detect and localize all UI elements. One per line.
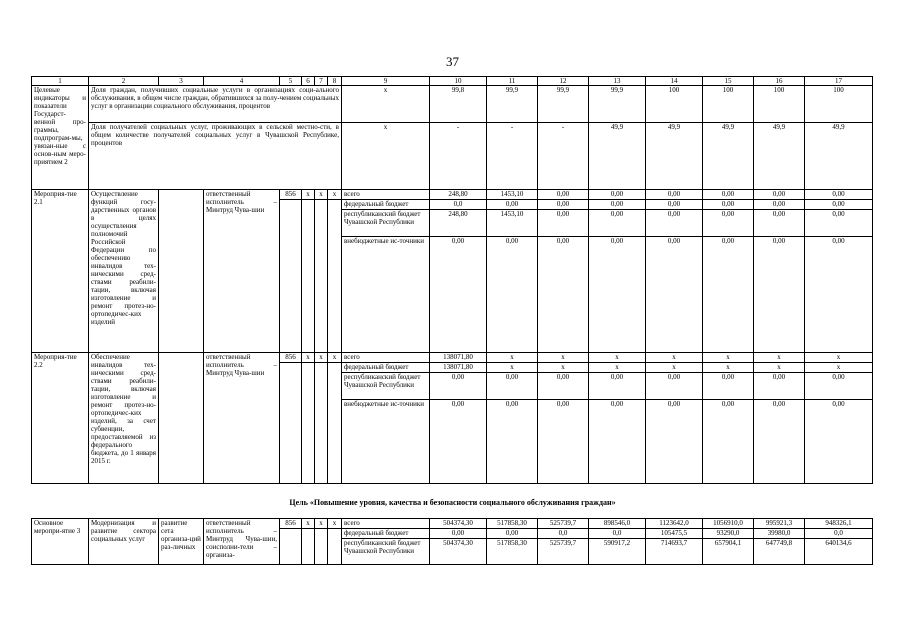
funding-value: x	[754, 363, 805, 373]
funding-value: 647749,8	[754, 539, 805, 565]
col-num: 12	[538, 77, 589, 86]
funding-value: 0,00	[589, 200, 646, 210]
measure-label: Мероприя-тие 2.1	[32, 190, 89, 353]
budget-code: 856	[280, 353, 302, 363]
funding-value: 0,0	[805, 529, 873, 539]
funding-value: 0,00	[703, 210, 754, 237]
funding-value: 504374,30	[430, 539, 487, 565]
budget-code: 856	[280, 190, 302, 200]
funding-source: республиканский бюджет Чувашской Республики	[342, 373, 430, 400]
funding-value: 93290,0	[703, 529, 754, 539]
indicator-value: 99,9	[538, 86, 589, 123]
funding-value: x	[589, 353, 646, 363]
col-num: 7	[315, 77, 328, 86]
funding-value: 948326,1	[805, 519, 873, 529]
indicators-label: Целевые индикаторы и показатели Государст-венной про-граммы, подпрограм-мы, увязан-ные с основ-ным меро-приятием 2	[32, 86, 89, 190]
col-num: 3	[159, 77, 204, 86]
code-x: x	[302, 353, 315, 363]
code-x: x	[328, 519, 342, 529]
indicator-value: 49,9	[805, 123, 873, 190]
code-x: x	[302, 190, 315, 200]
funding-value: 0,00	[538, 373, 589, 400]
funding-value: 0,00	[646, 237, 703, 353]
measure-row	[32, 519, 873, 529]
measure-label: Основное меропри-ятие 3	[32, 519, 89, 565]
indicator-value: -	[538, 123, 589, 190]
indicator-value: -	[487, 123, 538, 190]
funding-source: республиканский бюджет Чувашской Республики	[342, 539, 430, 565]
measure-col3: развитие сета организа-ций раз-личных	[159, 519, 204, 565]
funding-value: 714693,7	[646, 539, 703, 565]
page-number: 37	[446, 54, 459, 69]
funding-value: 138071,80	[430, 353, 487, 363]
indicator-marker: x	[342, 123, 430, 190]
funding-value: 0,00	[754, 210, 805, 237]
funding-value: 0,00	[646, 210, 703, 237]
funding-value: 0,00	[805, 210, 873, 237]
column-number-row	[32, 77, 873, 86]
funding-source: внебюджетные ис-точники	[342, 237, 430, 353]
funding-value: 248,80	[430, 210, 487, 237]
funding-value: 0,00	[805, 400, 873, 484]
code-x: x	[302, 519, 315, 529]
measure-executor: ответственный исполнитель – Минтруд Чува-шии, соисполни-тели – организа-	[204, 519, 280, 565]
funding-value: 0,00	[538, 190, 589, 200]
empty-cell	[315, 363, 328, 484]
funding-value: 0,00	[805, 200, 873, 210]
budget-code: 856	[280, 519, 302, 529]
funding-value: 105475,5	[646, 529, 703, 539]
measure-label: Мероприя-тие 2.2	[32, 353, 89, 484]
funding-source: республиканский бюджет Чувашской Республики	[342, 210, 430, 237]
funding-value: 0,00	[589, 400, 646, 484]
funding-value: 0,00	[487, 200, 538, 210]
col-num: 6	[302, 77, 315, 86]
measure-name: Осуществление функций госу-дарственных органов в целях осуществления полномочий Российской Федерации по обеспечению инвалидов тех-ническими сред-ствами реабили-тации, включая изготовление и ремонт протез-но-ортопедичес-ких изделий	[89, 190, 159, 353]
funding-value: 0,00	[805, 373, 873, 400]
goal-title: Цель «Повышение уровня, качества и безопасности социального обслуживания граждан»	[289, 498, 616, 507]
funding-value: 0,00	[754, 237, 805, 353]
funding-value: 0,00	[487, 400, 538, 484]
empty-cell	[302, 529, 315, 565]
empty-cell	[280, 363, 302, 484]
program-table	[31, 76, 873, 484]
col-num: 14	[646, 77, 703, 86]
code-x: x	[315, 519, 328, 529]
funding-value: 0,00	[703, 190, 754, 200]
funding-value: 248,80	[430, 190, 487, 200]
funding-value: x	[589, 363, 646, 373]
indicator-value: -	[430, 123, 487, 190]
col-num: 4	[204, 77, 280, 86]
funding-value: x	[487, 363, 538, 373]
funding-value: 0,00	[589, 190, 646, 200]
funding-value: 0,00	[487, 529, 538, 539]
funding-value: 0,00	[703, 237, 754, 353]
empty-cell	[328, 529, 342, 565]
funding-value: x	[538, 363, 589, 373]
measure-col3	[159, 190, 204, 353]
indicator-text: Доля получателей социальных услуг, проживающих в сельской местно-сти, в общем количестве получателей социальных услуг в Чувашской Республике, процентов	[89, 123, 342, 190]
funding-value: 0,00	[487, 373, 538, 400]
funding-source: федеральный бюджет	[342, 200, 430, 210]
indicator-value: 100	[646, 86, 703, 123]
empty-cell	[328, 200, 342, 353]
funding-value: 0,00	[703, 373, 754, 400]
indicator-value: 49,9	[703, 123, 754, 190]
funding-value: 1453,10	[487, 190, 538, 200]
indicator-value: 100	[703, 86, 754, 123]
measure-3-table	[31, 518, 873, 565]
col-num: 9	[342, 77, 430, 86]
funding-value: 590917,2	[589, 539, 646, 565]
funding-value: 0,00	[646, 400, 703, 484]
col-num: 16	[754, 77, 805, 86]
indicator-row	[32, 123, 873, 190]
funding-value: 0,00	[754, 400, 805, 484]
indicator-value: 99,8	[430, 86, 487, 123]
funding-source: внебюджетные ис-точники	[342, 400, 430, 484]
indicator-value: 49,9	[589, 123, 646, 190]
indicator-value: 99,9	[487, 86, 538, 123]
funding-value: x	[646, 353, 703, 363]
funding-value: 0,00	[754, 373, 805, 400]
funding-value: 0,0	[589, 529, 646, 539]
indicator-row	[32, 86, 873, 123]
funding-value: 0,00	[538, 200, 589, 210]
funding-value: x	[703, 353, 754, 363]
code-x: x	[315, 190, 328, 200]
funding-value: 0,00	[646, 373, 703, 400]
col-num: 15	[703, 77, 754, 86]
funding-source: федеральный бюджет	[342, 529, 430, 539]
indicator-value: 100	[754, 86, 805, 123]
empty-cell	[280, 529, 302, 565]
col-num: 5	[280, 77, 302, 86]
funding-value: 0,00	[754, 190, 805, 200]
funding-value: 1056910,0	[703, 519, 754, 529]
funding-value: 0,00	[538, 237, 589, 353]
col-num: 2	[89, 77, 159, 86]
measure-name: Обеспечение инвалидов тех-ническими сред-ствами реабили-тации, включая изготовление и ремонт протез-но-ортопедичес-ких изделий, за счет субвенции, предоставляемой из федерального бюджета, до 1 января 2015 г.	[89, 353, 159, 484]
code-x: x	[328, 190, 342, 200]
measure-col3	[159, 353, 204, 484]
indicator-value: 49,9	[646, 123, 703, 190]
funding-value: 0,0	[430, 200, 487, 210]
funding-value: 525739,7	[538, 519, 589, 529]
funding-value: 0,00	[703, 200, 754, 210]
funding-value: x	[487, 353, 538, 363]
funding-value: 517858,30	[487, 519, 538, 529]
funding-value: 1453,10	[487, 210, 538, 237]
empty-cell	[302, 200, 315, 353]
col-num: 13	[589, 77, 646, 86]
funding-value: 0,00	[538, 210, 589, 237]
funding-value: 0,00	[487, 237, 538, 353]
funding-value: 0,00	[430, 400, 487, 484]
funding-value: 0,00	[805, 190, 873, 200]
empty-cell	[328, 363, 342, 484]
indicator-marker: x	[342, 86, 430, 123]
indicator-value: 100	[805, 86, 873, 123]
funding-value: 0,00	[703, 400, 754, 484]
indicator-value: 49,9	[754, 123, 805, 190]
funding-value: 0,0	[538, 529, 589, 539]
funding-value: 517858,30	[487, 539, 538, 565]
funding-value: 1123642,0	[646, 519, 703, 529]
funding-value: 0,00	[589, 210, 646, 237]
code-x: x	[328, 353, 342, 363]
funding-value: x	[754, 353, 805, 363]
funding-value: 39980,0	[754, 529, 805, 539]
funding-value: 504374,30	[430, 519, 487, 529]
funding-value: 138071,80	[430, 363, 487, 373]
funding-value: x	[703, 363, 754, 373]
col-num: 11	[487, 77, 538, 86]
empty-cell	[280, 200, 302, 353]
col-num: 10	[430, 77, 487, 86]
funding-value: 0,00	[646, 190, 703, 200]
funding-source: всего	[342, 190, 430, 200]
empty-cell	[302, 363, 315, 484]
col-num: 1	[32, 77, 89, 86]
funding-value: 898546,0	[589, 519, 646, 529]
funding-value: 657904,1	[703, 539, 754, 565]
funding-value: 0,00	[538, 400, 589, 484]
funding-value: x	[805, 353, 873, 363]
funding-value: x	[805, 363, 873, 373]
funding-value: 0,00	[646, 200, 703, 210]
measure-executor: ответственный исполнитель – Минтруд Чува-шии	[204, 190, 280, 353]
funding-value: 0,00	[430, 237, 487, 353]
funding-value: 525739,7	[538, 539, 589, 565]
col-num: 8	[328, 77, 342, 86]
funding-value: 0,00	[754, 200, 805, 210]
funding-source: всего	[342, 353, 430, 363]
funding-value: 0,00	[589, 237, 646, 353]
funding-value: x	[538, 353, 589, 363]
funding-value: 0,00	[430, 373, 487, 400]
funding-value: 995921,3	[754, 519, 805, 529]
indicator-value: 99,9	[589, 86, 646, 123]
empty-cell	[315, 529, 328, 565]
measure-row	[32, 353, 873, 363]
empty-cell	[315, 200, 328, 353]
funding-value: 0,00	[589, 373, 646, 400]
measure-row	[32, 190, 873, 200]
funding-value: 640134,6	[805, 539, 873, 565]
code-x: x	[315, 353, 328, 363]
col-num: 17	[805, 77, 873, 86]
measure-name: Модернизация и развитие сектора социальных услуг	[89, 519, 159, 565]
funding-value: 0,00	[805, 237, 873, 353]
indicator-text: Доля граждан, получивших социальные услуги в организациях соци-ального обслуживания, в общем числе граждан, обратившихся за полу-чением социальных услуг в организации социального обслуживания, процентов	[89, 86, 342, 123]
funding-source: федеральный бюджет	[342, 363, 430, 373]
measure-executor: ответственный исполнитель – Минтруд Чува-шии	[204, 353, 280, 484]
funding-source: всего	[342, 519, 430, 529]
funding-value: x	[646, 363, 703, 373]
funding-value: 0,00	[430, 529, 487, 539]
